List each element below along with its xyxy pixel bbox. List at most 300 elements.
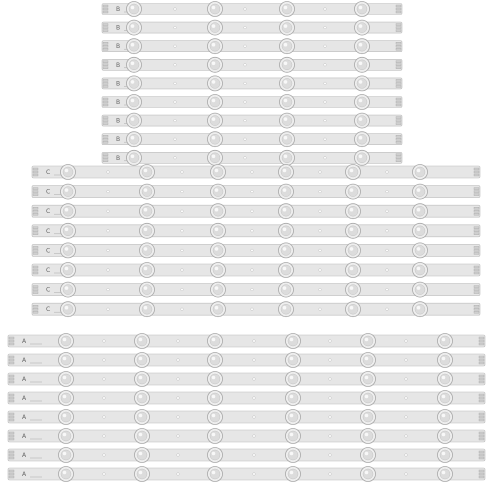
led-lens: [286, 391, 301, 406]
led-lens: [438, 372, 453, 387]
led-lens: [59, 372, 74, 387]
led-lens: [355, 132, 370, 147]
strip-body: [8, 392, 485, 404]
mount-hole: [244, 157, 247, 160]
connector-pin: [396, 157, 401, 159]
mount-hole: [251, 308, 254, 311]
connector-pin: [103, 117, 108, 119]
connector-pin: [9, 454, 14, 456]
connector-pin: [396, 5, 401, 7]
mount-hole: [405, 397, 408, 400]
led-strip: [32, 302, 480, 317]
mount-hole: [181, 171, 184, 174]
mount-hole: [405, 454, 408, 457]
led-lens: [438, 353, 453, 368]
connector-pin: [479, 432, 484, 434]
led-lens: [413, 302, 428, 317]
mount-hole: [319, 249, 322, 252]
led-strip: [102, 39, 402, 54]
strip-label: A: [22, 357, 27, 364]
connector-pin: [479, 400, 484, 402]
led-lens: [127, 113, 142, 128]
led-lens: [346, 165, 361, 180]
connector-pin: [474, 168, 479, 170]
mount-hole: [386, 230, 389, 233]
led-lens: [346, 243, 361, 258]
led-strip: [102, 95, 402, 110]
led-lens: [140, 263, 155, 278]
connector-pin: [33, 171, 38, 173]
mount-hole: [386, 308, 389, 311]
connector-pin: [103, 27, 108, 29]
led-lens: [280, 20, 295, 35]
led-strip: [102, 57, 402, 72]
connector-pin: [474, 249, 479, 251]
led-lens: [208, 353, 223, 368]
connector-pin: [9, 343, 14, 345]
mount-hole: [319, 269, 322, 272]
connector-pin: [9, 419, 14, 421]
led-lens: [211, 165, 226, 180]
led-lens: [61, 204, 76, 219]
connector-pin: [479, 473, 484, 475]
mount-hole: [181, 230, 184, 233]
connector-pin: [479, 359, 484, 361]
connector-pin: [103, 48, 108, 50]
connector-pin: [479, 476, 484, 478]
mount-hole: [405, 435, 408, 438]
connector-pin: [474, 292, 479, 294]
connector-pin: [474, 272, 479, 274]
mount-hole: [107, 171, 110, 174]
connector-pin: [33, 311, 38, 313]
led-lens: [346, 204, 361, 219]
strip-body: [8, 468, 485, 480]
led-lens: [280, 132, 295, 147]
connector-pin: [396, 82, 401, 84]
led-lens: [208, 467, 223, 482]
mount-hole: [174, 26, 177, 29]
mount-hole: [181, 210, 184, 213]
connector-pin: [33, 210, 38, 212]
mount-hole: [103, 435, 106, 438]
strip-label: B: [116, 99, 121, 106]
connector-pin: [396, 61, 401, 63]
led-lens: [127, 39, 142, 54]
mount-hole: [319, 308, 322, 311]
led-lens: [208, 132, 223, 147]
connector-pin: [396, 123, 401, 125]
mount-hole: [107, 269, 110, 272]
led-lens: [61, 184, 76, 199]
connector-pin: [396, 101, 401, 103]
led-lens: [127, 57, 142, 72]
led-lens: [61, 165, 76, 180]
led-lens: [135, 467, 150, 482]
led-strip: [102, 132, 402, 147]
led-lens: [59, 391, 74, 406]
connector-pin: [396, 8, 401, 10]
mount-hole: [103, 416, 106, 419]
mount-hole: [405, 340, 408, 343]
connector-pin: [103, 85, 108, 87]
led-strip: [8, 410, 485, 425]
led-lens: [346, 302, 361, 317]
led-lens: [59, 353, 74, 368]
connector-pin: [103, 101, 108, 103]
strip-body: [8, 430, 485, 442]
mount-hole: [251, 269, 254, 272]
mount-hole: [253, 359, 256, 362]
led-lens: [140, 282, 155, 297]
led-strip: [8, 391, 485, 406]
mount-hole: [324, 119, 327, 122]
connector-pin: [474, 269, 479, 271]
led-lens: [355, 57, 370, 72]
strip-label: B: [116, 6, 121, 13]
connector-pin: [33, 233, 38, 235]
connector-pin: [396, 64, 401, 66]
led-lens: [135, 334, 150, 349]
mount-hole: [244, 8, 247, 11]
mount-hole: [253, 378, 256, 381]
mount-hole: [251, 171, 254, 174]
connector-pin: [474, 289, 479, 291]
mount-hole: [244, 26, 247, 29]
connector-pin: [479, 340, 484, 342]
mount-hole: [405, 416, 408, 419]
connector-pin: [33, 174, 38, 176]
mount-hole: [405, 359, 408, 362]
mount-hole: [244, 45, 247, 48]
mount-hole: [319, 230, 322, 233]
mount-hole: [251, 210, 254, 213]
strip-label: B: [116, 43, 121, 51]
connector-pin: [33, 269, 38, 271]
connector-pin: [33, 308, 38, 310]
connector-pin: [474, 246, 479, 248]
led-lens: [211, 184, 226, 199]
strip-label: C: [46, 227, 51, 235]
led-lens: [438, 391, 453, 406]
mount-hole: [177, 454, 180, 457]
led-lens: [286, 334, 301, 349]
led-lens: [355, 76, 370, 91]
connector-pin: [33, 213, 38, 215]
led-lens: [208, 372, 223, 387]
strip-label: C: [46, 247, 51, 255]
connector-pin: [33, 188, 38, 190]
connector-pin: [9, 413, 14, 415]
connector-pin: [474, 233, 479, 235]
led-strip: [32, 184, 480, 199]
led-lens: [61, 243, 76, 258]
mount-hole: [329, 359, 332, 362]
mount-hole: [253, 397, 256, 400]
led-lens: [135, 448, 150, 463]
led-lens: [361, 391, 376, 406]
strip-body: [8, 373, 485, 385]
connector-pin: [479, 356, 484, 358]
led-lens: [413, 282, 428, 297]
led-lens: [135, 391, 150, 406]
led-lens: [135, 353, 150, 368]
connector-pin: [396, 42, 401, 44]
connector-pin: [9, 337, 14, 339]
connector-pin: [396, 154, 401, 156]
mount-hole: [319, 288, 322, 291]
connector-pin: [103, 154, 108, 156]
strip-label: B: [116, 24, 121, 32]
led-lens: [208, 20, 223, 35]
connector-pin: [396, 79, 401, 81]
connector-pin: [33, 246, 38, 248]
connector-pin: [396, 11, 401, 13]
led-lens: [59, 334, 74, 349]
led-strip: [8, 429, 485, 444]
mount-hole: [174, 45, 177, 48]
mount-hole: [244, 64, 247, 67]
strip-body: [8, 449, 485, 461]
led-strip: [32, 223, 480, 238]
connector-pin: [9, 473, 14, 475]
led-lens: [280, 95, 295, 110]
led-lens: [355, 150, 370, 165]
led-lens: [361, 467, 376, 482]
connector-pin: [396, 138, 401, 140]
connector-pin: [474, 213, 479, 215]
connector-pin: [396, 98, 401, 100]
mount-hole: [177, 340, 180, 343]
led-lens: [286, 410, 301, 425]
led-lens: [61, 223, 76, 238]
led-lens: [135, 429, 150, 444]
connector-pin: [103, 79, 108, 81]
connector-pin: [103, 120, 108, 122]
led-lens: [279, 302, 294, 317]
mount-hole: [319, 171, 322, 174]
led-lens: [208, 2, 223, 17]
connector-pin: [103, 30, 108, 32]
connector-pin: [33, 252, 38, 254]
connector-pin: [474, 286, 479, 288]
led-lens: [127, 20, 142, 35]
connector-pin: [479, 375, 484, 377]
strip-label: C: [46, 208, 51, 216]
mount-hole: [329, 473, 332, 476]
led-lens: [361, 429, 376, 444]
mount-hole: [107, 308, 110, 311]
mount-hole: [324, 138, 327, 141]
mount-hole: [329, 416, 332, 419]
connector-pin: [474, 252, 479, 254]
led-lens: [61, 302, 76, 317]
connector-pin: [103, 67, 108, 69]
led-lens: [286, 429, 301, 444]
connector-pin: [396, 160, 401, 162]
led-lens: [140, 302, 155, 317]
led-lens: [413, 184, 428, 199]
led-strip: [102, 2, 402, 17]
connector-pin: [9, 400, 14, 402]
led-lens: [127, 132, 142, 147]
mount-hole: [329, 378, 332, 381]
connector-pin: [9, 435, 14, 437]
led-strip: [8, 467, 485, 482]
connector-pin: [474, 266, 479, 268]
mount-hole: [329, 397, 332, 400]
led-lens: [59, 448, 74, 463]
mount-hole: [174, 157, 177, 160]
connector-pin: [33, 207, 38, 209]
led-lens: [438, 467, 453, 482]
led-strip: [32, 263, 480, 278]
connector-pin: [103, 8, 108, 10]
connector-pin: [474, 194, 479, 196]
led-lens: [286, 467, 301, 482]
led-lens: [355, 2, 370, 17]
connector-pin: [474, 174, 479, 176]
mount-hole: [107, 230, 110, 233]
connector-pin: [33, 194, 38, 196]
mount-hole: [103, 397, 106, 400]
connector-pin: [479, 416, 484, 418]
led-lens: [135, 410, 150, 425]
led-lens: [208, 429, 223, 444]
led-lens: [438, 448, 453, 463]
connector-pin: [479, 413, 484, 415]
strip-body: [8, 335, 485, 347]
led-lens: [346, 282, 361, 297]
connector-pin: [396, 24, 401, 26]
connector-pin: [474, 227, 479, 229]
led-lens: [127, 76, 142, 91]
led-lens: [208, 39, 223, 54]
strip-label: A: [22, 338, 27, 345]
led-lens: [59, 467, 74, 482]
connector-pin: [474, 305, 479, 307]
mount-hole: [251, 230, 254, 233]
mount-hole: [107, 210, 110, 213]
connector-pin: [396, 30, 401, 32]
mount-hole: [181, 249, 184, 252]
connector-pin: [33, 227, 38, 229]
led-lens: [438, 410, 453, 425]
mount-hole: [329, 454, 332, 457]
led-lens: [208, 334, 223, 349]
connector-pin: [9, 394, 14, 396]
led-lens: [346, 263, 361, 278]
mount-hole: [324, 64, 327, 67]
connector-pin: [103, 64, 108, 66]
led-lens: [59, 410, 74, 425]
strip-label: A: [22, 395, 27, 402]
led-lens: [280, 150, 295, 165]
led-lens: [127, 2, 142, 17]
strip-label: A: [22, 414, 27, 421]
led-lens: [279, 243, 294, 258]
led-lens: [208, 448, 223, 463]
led-strip: [32, 243, 480, 258]
strip-label: B: [116, 61, 121, 69]
led-lens: [361, 353, 376, 368]
strip-label: C: [46, 286, 51, 294]
connector-pin: [103, 61, 108, 63]
led-strip: [8, 448, 485, 463]
led-strip: [32, 165, 480, 180]
mount-hole: [251, 190, 254, 193]
strip-label: A: [22, 452, 27, 459]
connector-pin: [474, 308, 479, 310]
connector-pin: [474, 210, 479, 212]
connector-pin: [396, 48, 401, 50]
connector-pin: [9, 397, 14, 399]
led-lens: [279, 204, 294, 219]
connector-pin: [474, 207, 479, 209]
connector-pin: [9, 359, 14, 361]
connector-pin: [9, 362, 14, 364]
connector-pin: [396, 85, 401, 87]
connector-pin: [103, 104, 108, 106]
led-lens: [413, 165, 428, 180]
connector-pin: [9, 381, 14, 383]
mount-hole: [253, 340, 256, 343]
mount-hole: [103, 454, 106, 457]
mount-hole: [103, 359, 106, 362]
mount-hole: [386, 249, 389, 252]
connector-pin: [396, 67, 401, 69]
mount-hole: [244, 82, 247, 85]
led-strip: [32, 204, 480, 219]
led-lens: [361, 372, 376, 387]
mount-hole: [174, 138, 177, 141]
led-lens: [346, 223, 361, 238]
mount-hole: [177, 473, 180, 476]
connector-pin: [396, 27, 401, 29]
group-b: [102, 2, 402, 166]
mount-hole: [177, 359, 180, 362]
mount-hole: [177, 435, 180, 438]
connector-pin: [103, 138, 108, 140]
led-lens: [208, 150, 223, 165]
led-lens: [286, 372, 301, 387]
connector-pin: [103, 24, 108, 26]
connector-pin: [9, 416, 14, 418]
connector-pin: [396, 104, 401, 106]
mount-hole: [181, 190, 184, 193]
led-lens: [438, 334, 453, 349]
mount-hole: [107, 190, 110, 193]
connector-pin: [103, 45, 108, 47]
led-lens: [280, 113, 295, 128]
led-lens: [279, 165, 294, 180]
connector-pin: [33, 266, 38, 268]
connector-pin: [9, 340, 14, 342]
mount-hole: [386, 210, 389, 213]
led-lens: [279, 184, 294, 199]
mount-hole: [253, 416, 256, 419]
strip-label: B: [116, 80, 121, 88]
mount-hole: [244, 138, 247, 141]
led-lens: [208, 391, 223, 406]
mount-hole: [251, 249, 254, 252]
connector-pin: [479, 454, 484, 456]
led-lens: [211, 302, 226, 317]
mount-hole: [324, 45, 327, 48]
led-lens: [286, 448, 301, 463]
mount-hole: [181, 288, 184, 291]
strip-label: A: [22, 433, 27, 440]
